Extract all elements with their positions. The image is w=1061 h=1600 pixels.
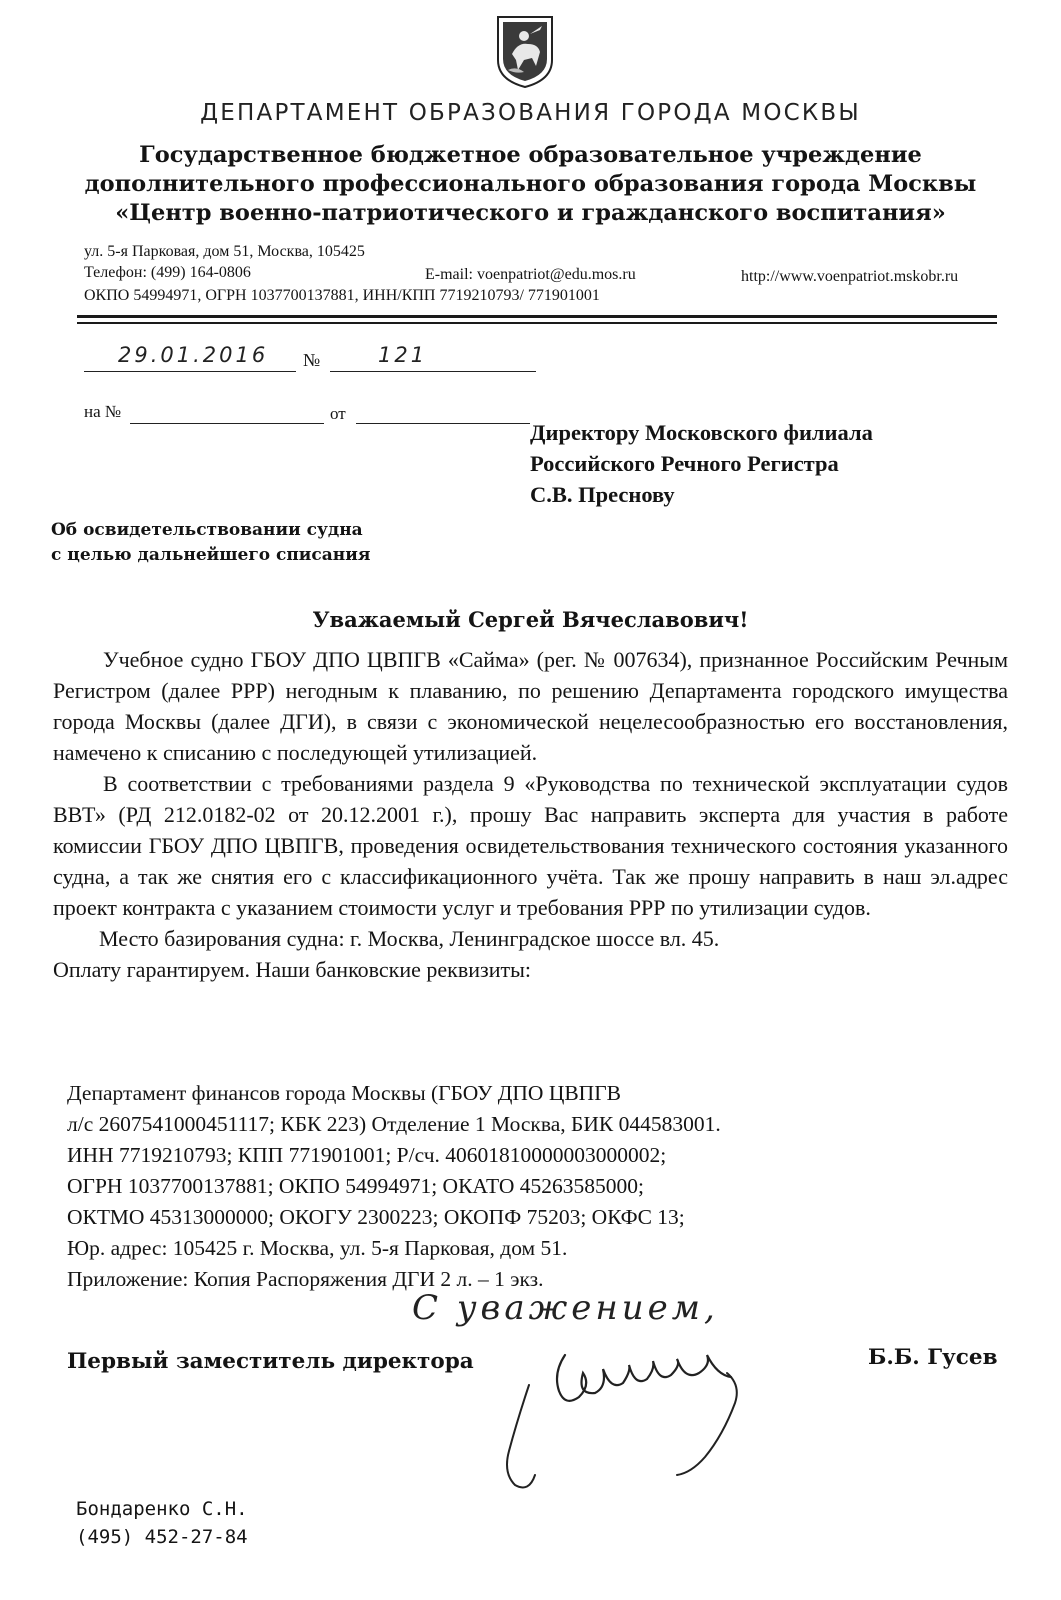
- letterhead-divider-thick: [77, 315, 997, 318]
- organization-name-line-3: «Центр военно-патриотического и гражданского воспитания»: [115, 200, 946, 226]
- number-label: №: [303, 350, 321, 370]
- addressee-line-2: Российского Речного Регистра: [530, 451, 839, 476]
- requisites-line-5: ОКТМО 45313000000; ОКОГУ 2300223; ОКОПФ 75203; ОКФС 13;: [67, 1205, 685, 1229]
- organization-email: E-mail: voenpatriot@edu.mos.ru: [425, 266, 636, 283]
- subject-line-1: Об освидетельствовании судна: [51, 520, 363, 540]
- body-paragraph-3: Место базирования судна: г. Москва, Ленинградское шоссе вл. 45.: [99, 926, 720, 951]
- reference-date-underline: [356, 423, 530, 424]
- letterhead-divider-thin: [77, 322, 997, 324]
- organization-registry-codes: ОКПО 54994971, ОГРН 1037700137881, ИНН/КПП 7719210793/ 771901001: [84, 287, 600, 304]
- body-paragraph-4: Оплату гарантируем. Наши банковские реквизиты:: [53, 957, 531, 982]
- outgoing-date: 29.01.2016: [118, 343, 269, 367]
- requisites-line-6: Юр. адрес: 105425 г. Москва, ул. 5-я Парковая, дом 51.: [67, 1236, 568, 1260]
- requisites-line-2: л/с 2607541000451117; КБК 223) Отделение 1 Москва, БИК 044583001.: [67, 1112, 721, 1136]
- handwritten-greeting: С уважением,: [412, 1288, 719, 1328]
- organization-name-line-1: Государственное бюджетное образовательное учреждение: [139, 142, 922, 168]
- organization-website: http://www.voenpatriot.mskobr.ru: [741, 268, 959, 285]
- reference-number-underline: [130, 423, 324, 424]
- requisites-line-3: ИНН 7719210793; КПП 771901001; Р/сч. 40601810000003000002;: [67, 1143, 667, 1167]
- requisites-line-4: ОГРН 1037700137881; ОКПО 54994971; ОКАТО 45263585000;: [67, 1174, 645, 1198]
- requisites-line-1: Департамент финансов города Москвы (ГБОУ ДПО ЦВПГВ: [67, 1081, 621, 1105]
- organization-address: ул. 5-я Парковая, дом 51, Москва, 105425: [84, 243, 365, 260]
- date-underline: [84, 371, 296, 372]
- reference-date-label: от: [330, 404, 346, 423]
- reference-number-label: на №: [84, 402, 122, 421]
- attachment-line: Приложение: Копия Распоряжения ДГИ 2 л. – 1 экз.: [67, 1267, 544, 1291]
- signatory-name: Б.Б. Гусев: [868, 1345, 998, 1370]
- executor-name: Бондаренко С.Н.: [76, 1498, 248, 1520]
- letter-body: [53, 644, 1008, 985]
- handwritten-signature: [495, 1325, 755, 1505]
- department-title: ДЕПАРТАМЕНТ ОБРАЗОВАНИЯ ГОРОДА МОСКВЫ: [200, 100, 861, 126]
- outgoing-number: 121: [378, 343, 428, 367]
- signatory-position: Первый заместитель директора: [67, 1349, 474, 1374]
- organization-phone: Телефон: (499) 164-0806: [84, 264, 251, 281]
- organization-name-line-2: дополнительного профессионального образования города Москвы: [84, 171, 977, 197]
- salutation: Уважаемый Сергей Вячеславович!: [312, 607, 749, 632]
- moscow-coat-of-arms-emblem: [494, 14, 556, 90]
- subject-line-2: с целью дальнейшего списания: [51, 545, 371, 565]
- addressee-line-3: С.В. Преснову: [530, 482, 675, 507]
- body-paragraph-2: В соответствии с требованиями раздела 9 «Руководства по технической эксплуатации судов ВВТ» (РД 212.0182-02 от 20.12.2001 г.), прошу Вас направить эксперта для участия в работе комиссии ГБОУ ДПО ЦВПГВ, проведения освидетельствования технического состояния указанного судна, а так же снятия его с классификационного учёта. Так же прошу направить в наш эл.адрес проект контракта с указанием стоимости услуг и требования РРР по утилизации судов.: [53, 771, 1008, 920]
- addressee-line-1: Директору Московского филиала: [530, 420, 873, 445]
- executor-phone: (495) 452-27-84: [76, 1526, 248, 1548]
- number-underline: [330, 371, 536, 372]
- body-paragraph-1: Учебное судно ГБОУ ДПО ЦВПГВ «Сайма» (рег. № 007634), признанное Российским Речным Регистром (далее РРР) негодным к плаванию, по решению Департамента городского имущества города Москвы (далее ДГИ), в связи с экономической нецелесообразностью его восстановления, намечено к списанию с последующей утилизацией.: [53, 647, 1008, 765]
